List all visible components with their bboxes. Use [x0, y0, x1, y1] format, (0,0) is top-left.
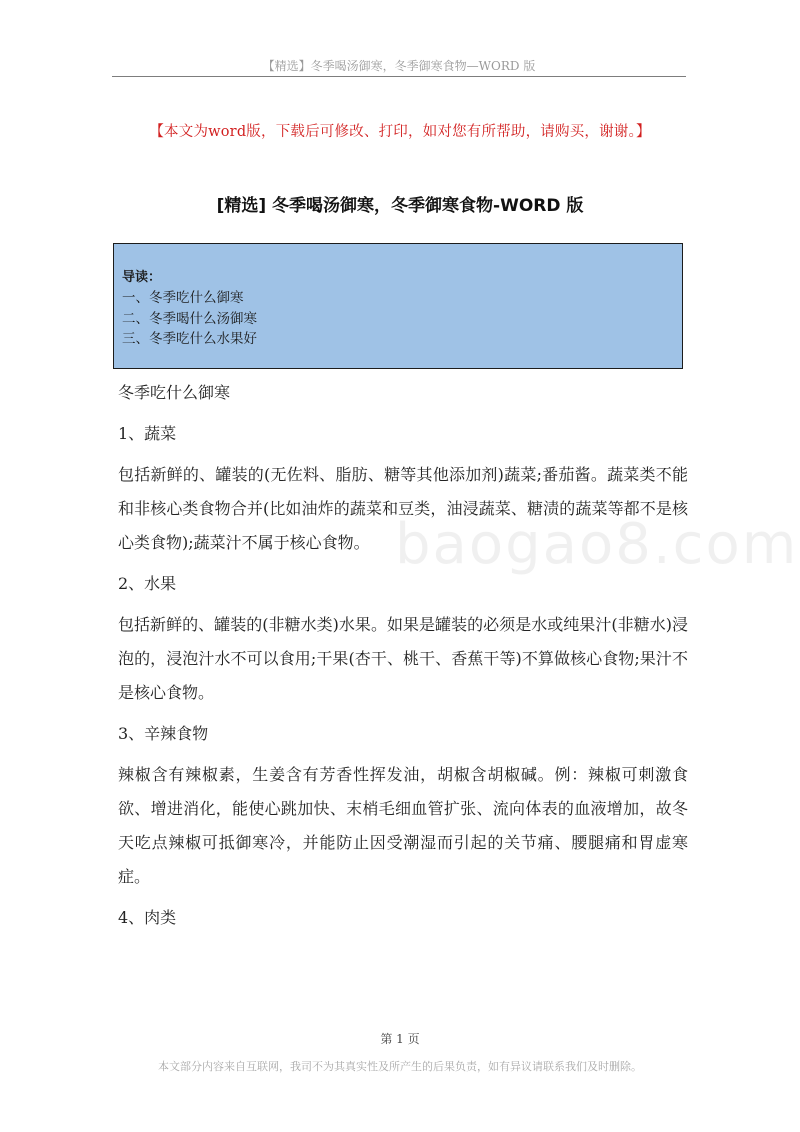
article-body — [118, 376, 688, 942]
watermark: baogao8.com — [395, 512, 799, 577]
guide-item: 二、冬季喝什么汤御寒 — [122, 310, 257, 327]
paragraph-vegetables: 包括新鲜的、罐装的(无佐料、脂肪、糖等其他添加剂)蔬菜;番茄酱。蔬菜类不能和非核心类食物合并(比如油炸的蔬菜和豆类，油浸蔬菜、糖渍的蔬菜等都不是核心类食物);蔬菜汁不属于核心食物。 — [118, 465, 688, 552]
paragraph-spicy: 辣椒含有辣椒素，生姜含有芳香性挥发油，胡椒含胡椒碱。例：辣椒可刺激食欲、增进消化，能使心跳加快、末梢毛细血管扩张、流向体表的血液增加，故冬天吃点辣椒可抵御寒冷，并能防止因受潮湿而引起的关节痛、腰腿痛和胃虚寒症。 — [118, 765, 688, 886]
page-footer-disclaimer: 本文部分内容来自互联网，我司不为其真实性及所产生的后果负责，如有异议请联系我们及时删除。 — [158, 1060, 642, 1073]
subsection-heading-meat: 4、肉类 — [118, 908, 177, 927]
section-title: 冬季吃什么御寒 — [118, 383, 231, 402]
subsection-heading-fruit: 2、水果 — [118, 574, 177, 593]
guide-box — [113, 243, 683, 369]
subsection-heading-spicy: 3、辛辣食物 — [118, 724, 209, 743]
page-header: 【精选】冬季喝汤御寒，冬季御寒食物—WORD 版 — [262, 59, 536, 73]
purchase-notice: 【本文为word版，下载后可修改、打印，如对您有所帮助，请购买，谢谢。】 — [149, 124, 651, 140]
header-divider — [112, 76, 686, 77]
guide-heading: 导读： — [122, 270, 162, 285]
guide-item: 一、冬季吃什么御寒 — [122, 290, 244, 306]
paragraph-fruit: 包括新鲜的、罐装的(非糖水类)水果。如果是罐装的必须是水或纯果汁(非糖水)浸泡的，浸泡汁水不可以食用;干果(杏干、桃干、香蕉干等)不算做核心食物;果汁不是核心食物。 — [118, 615, 688, 702]
guide-item: 三、冬季吃什么水果好 — [122, 331, 257, 347]
document-title: [精选] 冬季喝汤御寒，冬季御寒食物-WORD 版 — [216, 196, 584, 216]
page-number: 第 1 页 — [380, 1032, 420, 1046]
subsection-heading-vegetables: 1、蔬菜 — [118, 424, 177, 443]
